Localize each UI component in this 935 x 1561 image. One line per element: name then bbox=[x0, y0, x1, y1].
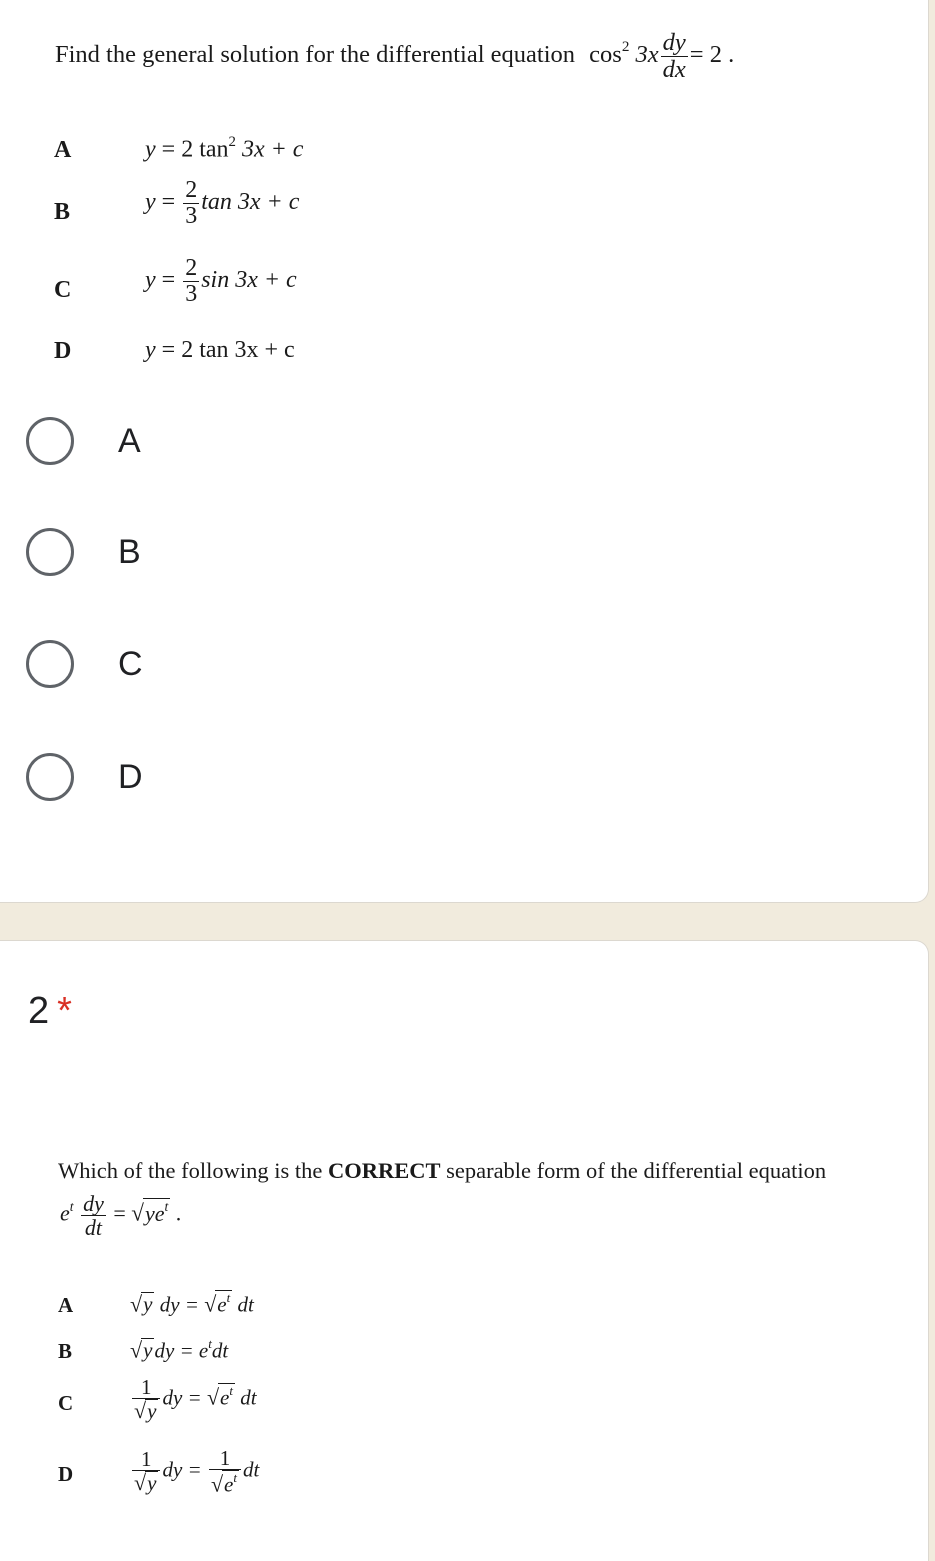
question-2-equation: $e^t$ $\frac{dy}{dt}$ = $√ye^t$ . bbox=[60, 1191, 182, 1241]
q2-option-a-expression: √y dy = $√e^t$ dt bbox=[130, 1290, 254, 1317]
required-asterisk: * bbox=[57, 990, 72, 1032]
q2-option-d-letter: D bbox=[58, 1462, 74, 1486]
choice-d[interactable] bbox=[26, 749, 143, 805]
choice-d-label: D bbox=[118, 757, 143, 796]
q2-option-d-expression: $\frac{1}{√y}$ dy = $\frac{1}{√e^t}$ dt bbox=[134, 1446, 260, 1497]
question-1-text: Find the general solution for the differential equation bbox=[55, 40, 576, 68]
choice-c[interactable] bbox=[26, 636, 143, 692]
choice-a[interactable] bbox=[26, 413, 141, 469]
question-2-number: 2 * bbox=[28, 990, 72, 1032]
option-b-expression: y = $\frac{2}{3}$ tan 3x + c bbox=[145, 177, 300, 230]
q2-option-c-expression: $\frac{1}{√y}$ dy = $√e^t$ dt bbox=[134, 1375, 257, 1424]
choice-c-label: C bbox=[118, 644, 143, 683]
radio-a[interactable] bbox=[26, 417, 74, 465]
option-c-expression: y = $\frac{2}{3}$ sin 3x + c bbox=[145, 255, 297, 308]
q2-option-a-letter: A bbox=[58, 1293, 74, 1317]
choice-b-label: B bbox=[118, 532, 141, 571]
option-a-letter: A bbox=[54, 137, 72, 163]
option-d-letter: D bbox=[54, 338, 72, 364]
option-b-letter: B bbox=[54, 199, 71, 225]
q2-option-b-letter: B bbox=[58, 1339, 73, 1363]
radio-c[interactable] bbox=[26, 640, 74, 688]
option-a-expression: y = 2 $\tan^2 3x + c$ bbox=[145, 134, 304, 163]
radio-b[interactable] bbox=[26, 528, 74, 576]
radio-d[interactable] bbox=[26, 753, 74, 801]
option-c-letter: C bbox=[54, 277, 72, 303]
question-1-equation: $\cos^2 3x$ $\frac{dy}{dx}$ = 2 . bbox=[589, 29, 735, 83]
question-2-prompt: Which of the following is the CORRECT separable form of the differential equation bbox=[58, 1158, 827, 1183]
option-d-expression: y = 2 tan 3x + c bbox=[145, 337, 295, 363]
question-1-prompt bbox=[55, 30, 734, 82]
q2-option-b-expression: $√ydy = e^tdt$ bbox=[130, 1336, 229, 1363]
choice-b[interactable] bbox=[26, 524, 141, 580]
q2-option-c-letter: C bbox=[58, 1391, 74, 1415]
choice-a-label: A bbox=[118, 421, 141, 460]
